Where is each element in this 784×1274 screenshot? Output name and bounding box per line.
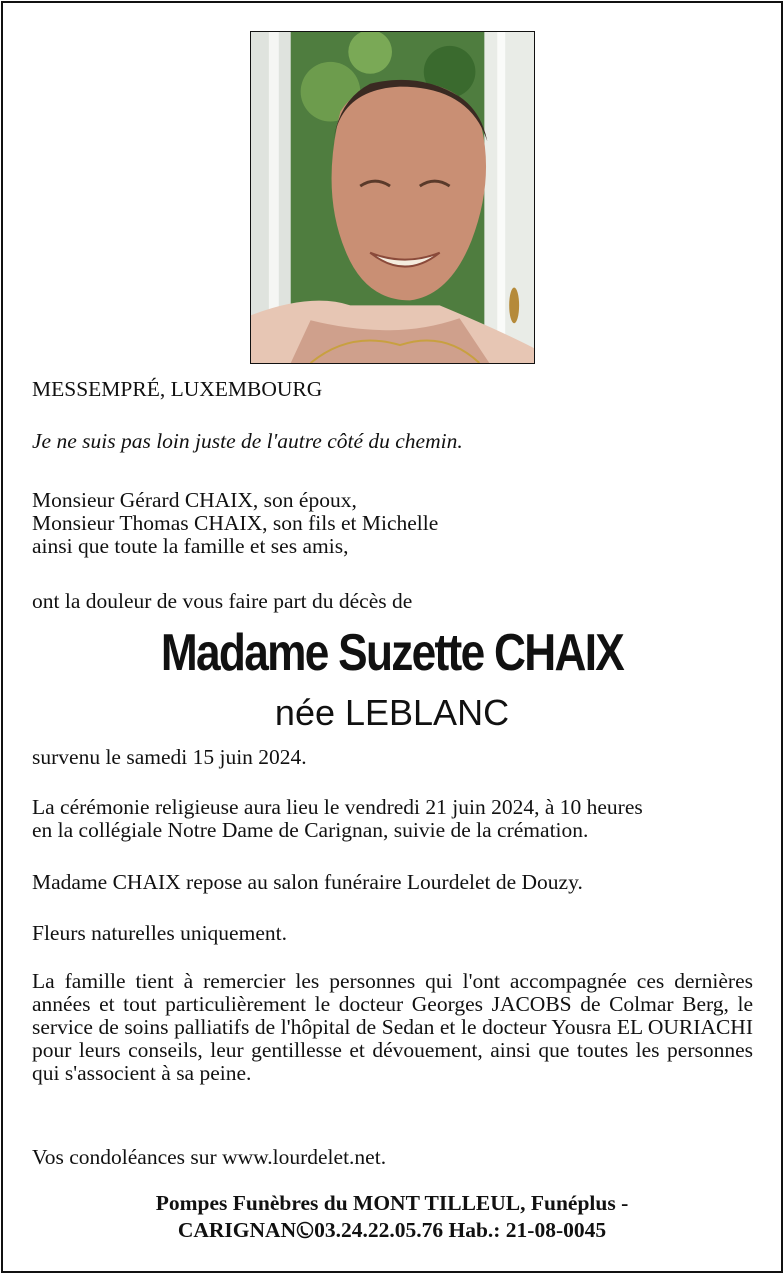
location: MESSEMPRÉ, LUXEMBOURG xyxy=(32,377,323,401)
telephone-icon xyxy=(296,1217,314,1244)
family-line: Monsieur Thomas CHAIX, son fils et Michelle xyxy=(32,511,439,535)
footer-line-1: Pompes Funèbres du MONT TILLEUL, Funéplus - xyxy=(155,1191,629,1215)
footer-phone: 03.24.22.05.76 Hab.: 21-08-0045 xyxy=(314,1218,607,1242)
portrait-photo xyxy=(250,31,535,364)
ceremony-line: en la collégiale Notre Dame de Carignan, suivie de la crémation. xyxy=(32,818,589,842)
rest-place: Madame CHAIX repose au salon funéraire Lourdelet de Douzy. xyxy=(32,870,583,894)
flowers-note: Fleurs naturelles uniquement. xyxy=(32,921,287,945)
family-line: ainsi que toute la famille et ses amis, xyxy=(32,534,349,558)
maiden-name: née LEBLANC xyxy=(274,692,510,733)
footer-line-2 xyxy=(0,1217,784,1244)
thanks-paragraph: La famille tient à remercier les personnes qui l'ont accompagnée ces dernières années et tout particulièrement le docteur Georges JACOBS de Colmar Berg, le service de soins palliatifs de l'hôpital de Sedan et le docteur Yousra EL OURIACHI pour leurs conseils, leur gentillesse et dévouement, ainsi que toutes les personnes qui s'associent à sa peine. xyxy=(32,969,753,1085)
footer-city: CARIGNAN xyxy=(177,1218,297,1242)
quote: Je ne suis pas loin juste de l'autre côté du chemin. xyxy=(32,429,463,453)
family-line: Monsieur Gérard CHAIX, son époux, xyxy=(32,488,357,512)
family-list xyxy=(32,489,753,558)
deceased-name: Madame Suzette CHAIX xyxy=(160,624,624,682)
condolences-link: Vos condoléances sur www.lourdelet.net. xyxy=(32,1145,387,1169)
death-date: survenu le samedi 15 juin 2024. xyxy=(32,745,307,769)
ceremony-info xyxy=(32,796,753,842)
announcement-intro: ont la douleur de vous faire part du décès de xyxy=(32,589,413,613)
funeral-home-footer xyxy=(0,1190,784,1244)
ceremony-line: La cérémonie religieuse aura lieu le vendredi 21 juin 2024, à 10 heures xyxy=(32,795,643,819)
